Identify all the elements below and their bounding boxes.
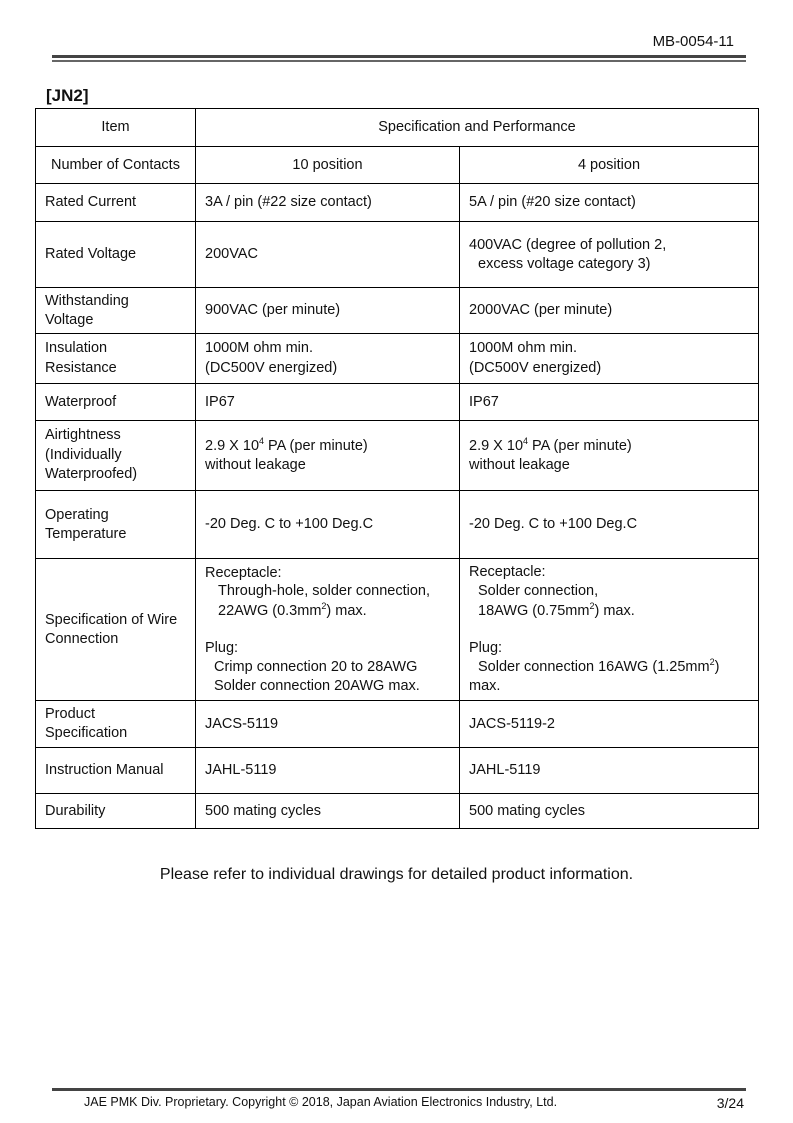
row-label: Waterproof [36, 384, 196, 421]
cell-line: Plug: [469, 639, 503, 656]
text-part: 2.9 X 10 [205, 437, 260, 454]
page-number: 3/24 [716, 1095, 744, 1111]
cell-10pos: 3A / pin (#22 size contact) [196, 184, 460, 222]
row-label: Durability [36, 794, 196, 829]
cell-10pos: IP67 [196, 384, 460, 421]
cell-line: without leakage [469, 457, 570, 474]
cell-line: (DC500V energized) [205, 359, 338, 376]
superscript: 2 [709, 657, 715, 668]
cell-4pos: JACS-5119-2 [460, 701, 759, 748]
header-rule [52, 55, 746, 58]
spacer [469, 621, 749, 639]
header-spec: Specification and Performance [196, 109, 759, 147]
row-label [36, 288, 196, 334]
superscript: 2 [321, 601, 327, 612]
cell-line: 400VAC (degree of pollution 2, [469, 236, 667, 253]
label-line: Waterproofed) [45, 466, 138, 483]
cell-line: max. [469, 678, 501, 695]
label-line: Resistance [45, 359, 117, 376]
cell-4pos: JAHL-5119 [460, 748, 759, 794]
cell-10pos [196, 334, 460, 384]
text-part: ) max. [326, 603, 367, 620]
table-row-withstanding [36, 288, 759, 334]
row-label: Rated Voltage [36, 222, 196, 288]
footer-rule [52, 1088, 746, 1091]
text-part: 18AWG (0.75mm [478, 602, 590, 619]
text-part: PA (per minute) [264, 437, 368, 454]
row-label [36, 701, 196, 748]
cell-10pos: 200VAC [196, 222, 460, 288]
label-line: Specification [45, 725, 128, 741]
cell-line: 1000M ohm min. [205, 339, 313, 356]
text-part: 2.9 X 10 [469, 437, 524, 454]
table-row-operating-temp [36, 491, 759, 559]
table-row-rated-voltage [36, 222, 759, 288]
spacer [205, 621, 450, 639]
superscript: 2 [589, 600, 595, 611]
superscript: 4 [259, 436, 265, 447]
label-line: Specification of Wire [45, 611, 178, 628]
label-line: Operating [45, 506, 109, 523]
row-label: Instruction Manual [36, 748, 196, 794]
label-line: Withstanding [45, 292, 129, 309]
cell-4pos [460, 421, 759, 491]
cell-4pos [460, 222, 759, 288]
superscript: 4 [523, 436, 529, 447]
cell-line [469, 657, 749, 677]
cell-line: excess voltage category 3) [478, 255, 651, 272]
table-row-insulation [36, 334, 759, 384]
cell-10pos: -20 Deg. C to +100 Deg.C [196, 491, 460, 559]
footer-copyright: JAE PMK Div. Proprietary. Copyright © 2018, Japan Aviation Electronics Industry, Ltd. [84, 1095, 558, 1109]
cell-10pos: 10 position [196, 147, 460, 184]
label-line: Insulation [45, 339, 108, 356]
cell-4pos: IP67 [460, 384, 759, 421]
cell-line [469, 435, 749, 456]
table-row-airtightness [36, 421, 759, 491]
table-header-row [36, 109, 759, 147]
table-row-manual [36, 748, 759, 794]
text-part: Solder connection 16AWG (1.25mm [478, 659, 710, 676]
table-row-waterproof [36, 384, 759, 421]
section-title: [JN2] [46, 86, 89, 105]
cell-4pos [460, 334, 759, 384]
cell-line [205, 435, 450, 456]
cell-4pos: 500 mating cycles [460, 794, 759, 829]
row-label [36, 559, 196, 701]
cell-line: 1000M ohm min. [469, 339, 577, 356]
cell-10pos [196, 559, 460, 701]
cell-line: without leakage [205, 457, 306, 474]
cell-line [205, 601, 450, 621]
cell-line: Receptacle: [469, 564, 546, 581]
cell-10pos: 500 mating cycles [196, 794, 460, 829]
table-row-wire-connection [36, 559, 759, 701]
cell-line: Solder connection 20AWG max. [214, 677, 420, 694]
cell-line: Plug: [205, 639, 239, 656]
cell-4pos: 2000VAC (per minute) [460, 288, 759, 334]
cell-10pos: JACS-5119 [196, 701, 460, 748]
row-label: Rated Current [36, 184, 196, 222]
label-line: Temperature [45, 525, 127, 542]
table-row-rated-current [36, 184, 759, 222]
cell-4pos: -20 Deg. C to +100 Deg.C [460, 491, 759, 559]
cell-4pos: 4 position [460, 147, 759, 184]
row-label [36, 421, 196, 491]
text-part: 22AWG (0.3mm [218, 603, 322, 620]
cell-line [469, 601, 749, 621]
cell-line: Through-hole, solder connection, [218, 583, 430, 600]
cell-10pos: 900VAC (per minute) [196, 288, 460, 334]
document-id: MB-0054-11 [652, 33, 734, 50]
label-line: Product [45, 706, 95, 723]
label-line: Connection [45, 630, 119, 647]
cell-4pos [460, 559, 759, 701]
label-line: Voltage [45, 311, 94, 328]
cell-line: Crimp connection 20 to 28AWG [214, 658, 418, 675]
text-part: PA (per minute) [528, 437, 632, 454]
label-line: Airtightness [45, 427, 121, 444]
cell-line: (DC500V energized) [469, 359, 602, 376]
reference-note: Please refer to individual drawings for detailed product information. [159, 866, 634, 883]
table-row-durability [36, 794, 759, 829]
cell-10pos [196, 421, 460, 491]
table-row-product-spec [36, 701, 759, 748]
cell-4pos: 5A / pin (#20 size contact) [460, 184, 759, 222]
text-part: ) [714, 659, 720, 676]
table-row-contacts [36, 147, 759, 184]
cell-line: Receptacle: [205, 564, 282, 581]
header-item: Item [36, 109, 196, 147]
row-label: Number of Contacts [36, 147, 196, 184]
row-label [36, 491, 196, 559]
cell-line: Solder connection, [478, 582, 599, 599]
spec-table [35, 108, 759, 829]
label-line: (Individually [45, 446, 122, 463]
cell-10pos: JAHL-5119 [196, 748, 460, 794]
text-part: ) max. [594, 602, 635, 619]
row-label [36, 334, 196, 384]
header-rule-secondary [52, 60, 746, 62]
